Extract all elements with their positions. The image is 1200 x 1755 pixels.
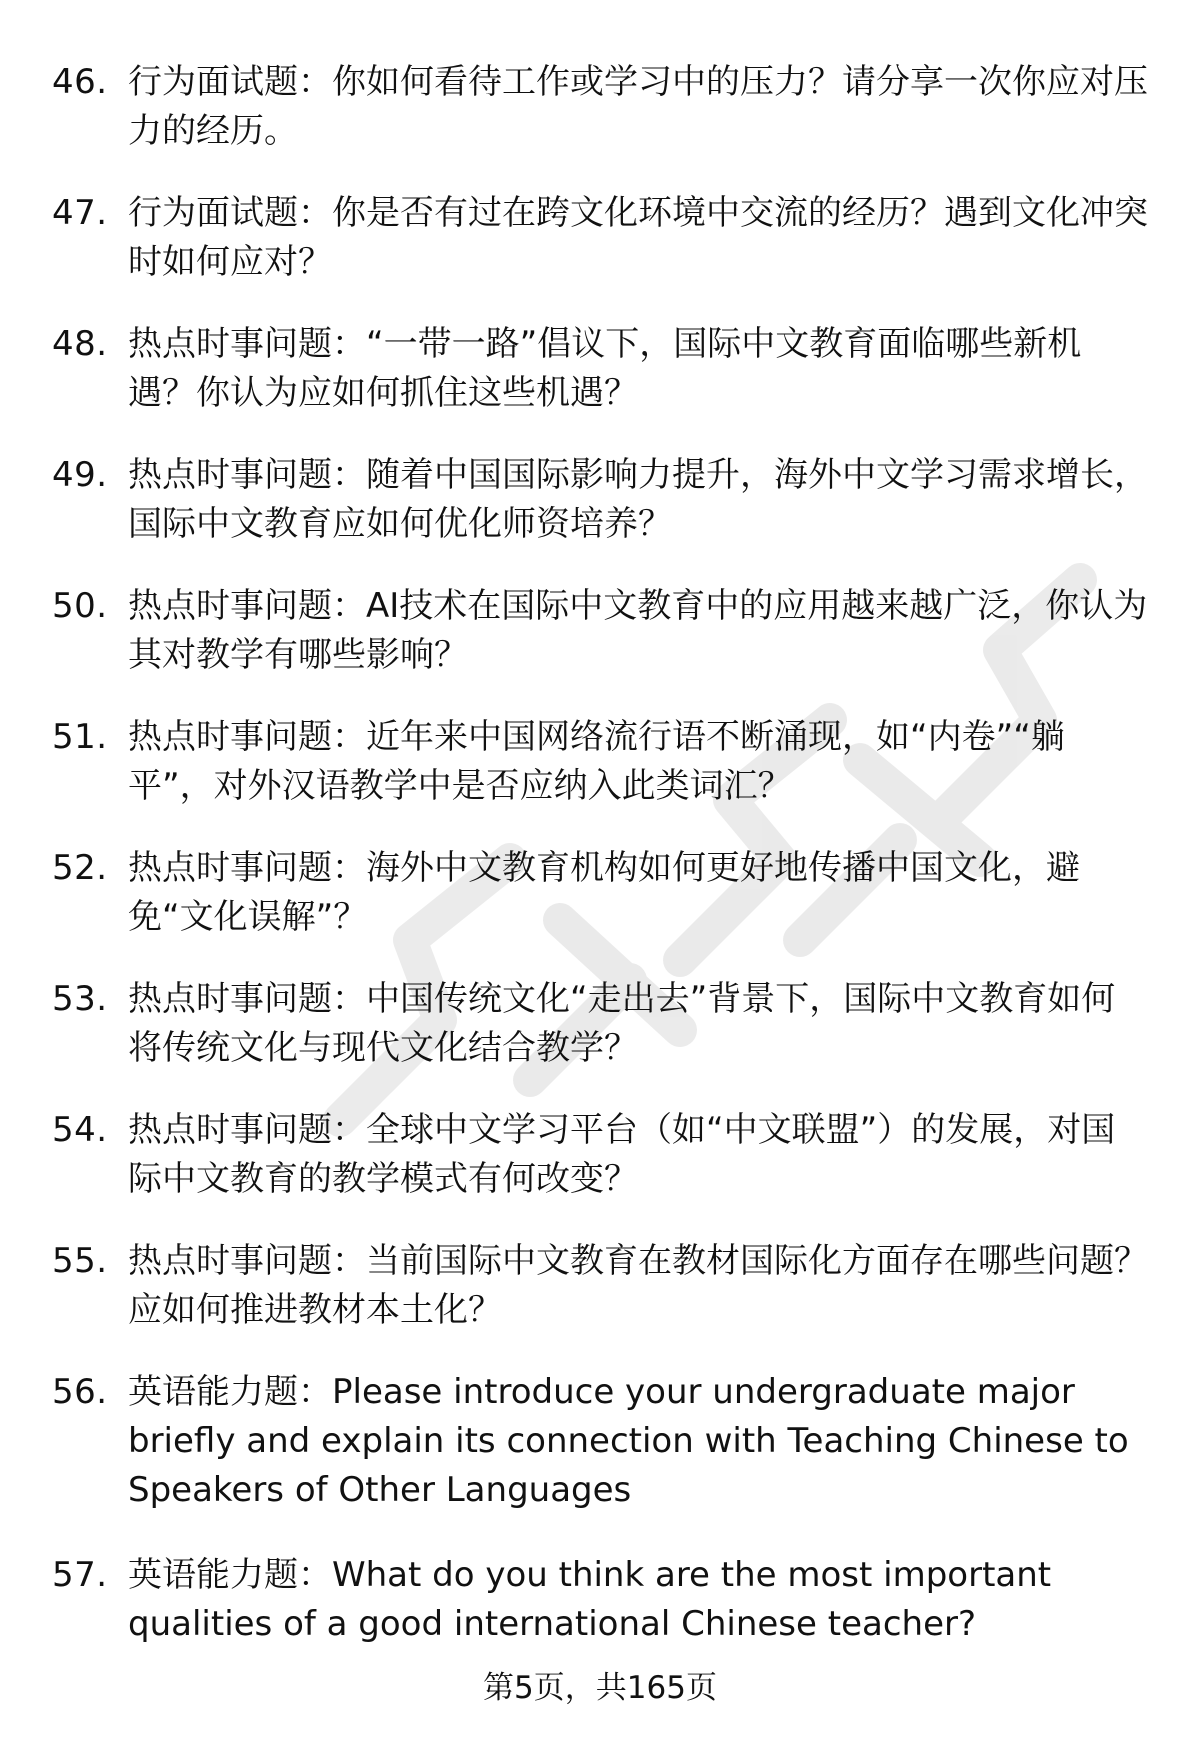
question-number: 55. — [52, 1241, 108, 1281]
question-text: 热点时事问题：AI技术在国际中文教育中的应用越来越广泛，你认为其对教学有哪些影响？ — [128, 586, 1148, 675]
question-item-46 — [0, 58, 1200, 164]
question-item-53 — [0, 975, 1200, 1081]
question-item-49 — [0, 451, 1200, 557]
question-number: 52. — [52, 848, 108, 888]
question-text: 行为面试题：你是否有过在跨文化环境中交流的经历？遇到文化冲突时如何应对？ — [128, 193, 1148, 282]
question-item-50 — [0, 582, 1200, 688]
question-text: 热点时事问题：当前国际中文教育在教材国际化方面存在哪些问题？应如何推进教材本土化？ — [128, 1241, 1148, 1330]
question-text: 热点时事问题：随着中国国际影响力提升，海外中文学习需求增长，国际中文教育应如何优化师资培养？ — [128, 455, 1148, 544]
question-item-54 — [0, 1106, 1200, 1212]
question-item-47 — [0, 189, 1200, 295]
question-text: 热点时事问题：海外中文教育机构如何更好地传播中国文化，避免“文化误解”？ — [128, 848, 1080, 937]
question-text: 热点时事问题：中国传统文化“走出去”背景下，国际中文教育如何将传统文化与现代文化结合教学？ — [128, 979, 1116, 1068]
question-text: 热点时事问题：近年来中国网络流行语不断涌现，如“内卷”“躺平”，对外汉语教学中是否应纳入此类词汇？ — [128, 717, 1065, 806]
question-number: 54. — [52, 1110, 108, 1150]
question-item-56 — [0, 1368, 1200, 1523]
question-text: 行为面试题：你如何看待工作或学习中的压力？请分享一次你应对压力的经历。 — [128, 62, 1148, 151]
question-item-48 — [0, 320, 1200, 426]
question-number: 46. — [52, 62, 108, 102]
question-number: 49. — [52, 455, 108, 495]
question-number: 47. — [52, 193, 108, 233]
question-item-52 — [0, 844, 1200, 950]
question-number: 51. — [52, 717, 108, 757]
question-number: 50. — [52, 586, 108, 626]
question-number: 57. — [52, 1555, 108, 1595]
question-number: 48. — [52, 324, 108, 364]
page-number-label: 第5页，共165页 — [483, 1670, 717, 1706]
question-text: 英语能力题：What do you think are the most important qualities of a good international Chinese teacher? — [128, 1555, 1052, 1644]
question-item-57 — [0, 1551, 1200, 1657]
question-text: 热点时事问题：“一带一路”倡议下，国际中文教育面临哪些新机遇？你认为应如何抓住这些机遇？ — [128, 324, 1082, 413]
question-item-55 — [0, 1237, 1200, 1343]
question-list — [0, 58, 1200, 1682]
question-text: 英语能力题：Please introduce your undergraduate major briefly and explain its connection with Teaching Chinese to Speakers of Other Languages — [128, 1372, 1129, 1510]
question-number: 53. — [52, 979, 108, 1019]
question-item-51 — [0, 713, 1200, 819]
question-text: 热点时事问题：全球中文学习平台（如“中文联盟”）的发展，对国际中文教育的教学模式有何改变？ — [128, 1110, 1116, 1199]
page-footer — [0, 1666, 1200, 1710]
question-number: 56. — [52, 1372, 108, 1412]
